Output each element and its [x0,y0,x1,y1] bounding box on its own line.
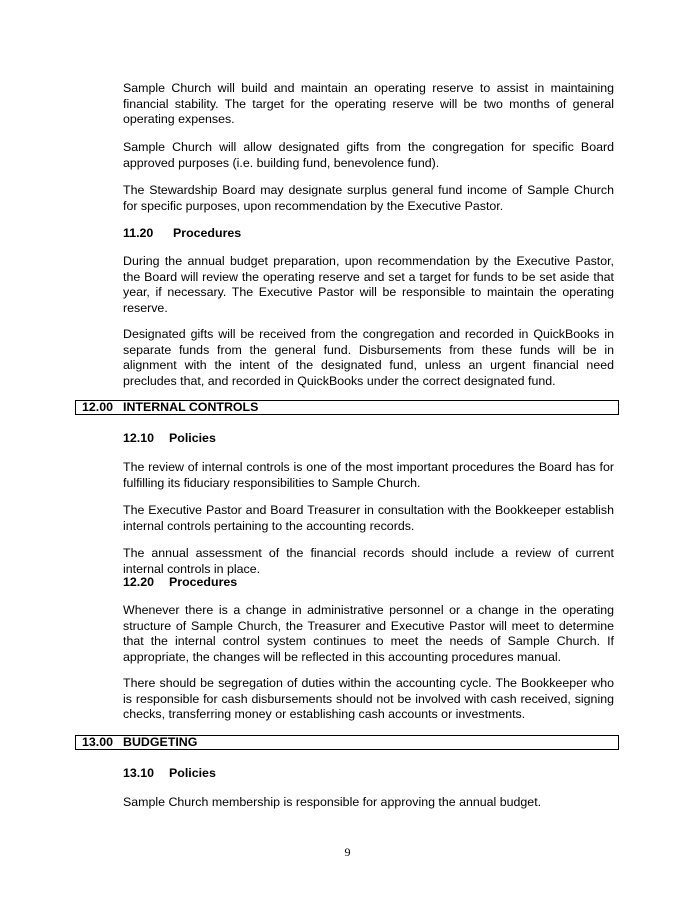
reserve-paragraph: Sample Church will build and maintain an operating reserve to assist in maintaining financial stability. The target for the operating reserve will be two months of general operating expenses. [123,81,614,126]
subsection-number: 13.10 [123,766,155,780]
personnel-change-block [123,603,614,665]
segregation-of-duties-paragraph: There should be segregation of duties within the accounting cycle. The Bookkeeper who is responsible for cash disbursements should not be involved with cash received, signing checks, transferring money or establishing cash accounts or investments. [123,676,614,721]
subsection-title: Procedures [169,575,238,589]
subsection-12-10-heading [123,431,614,447]
subsection-12-20-heading [123,575,614,591]
internal-controls-review-block [123,460,614,491]
subsection-number: 11.20 [123,226,154,240]
designated-gifts-paragraph-block [123,140,614,171]
executive-pastor-controls-paragraph: The Executive Pastor and Board Treasurer in consultation with the Bookkeeper establish internal controls pertaining to the accounting records. [123,503,614,533]
section-title: BUDGETING [123,735,198,749]
internal-controls-review-paragraph: The review of internal controls is one of the most important procedures the Board has for fulfilling its fiduciary responsibilities to Sample Church. [123,460,614,490]
section-title: INTERNAL CONTROLS [123,400,259,414]
subsection-11-20-heading [123,226,614,242]
budget-prep-paragraph-block [123,254,614,316]
section-number: 12.00 [82,400,114,414]
budget-prep-paragraph: During the annual budget preparation, upon recommendation by the Executive Pastor, the Board will review the operating reserve and set a target for funds to be set aside that year, if necessary. The Executive Pastor will be responsible to maintain the operating reserve. [123,254,614,315]
designated-gifts-procedure-paragraph: Designated gifts will be received from the congregation and recorded in QuickBooks in separate funds from the general fund. Disbursements from these funds will be in alignment with the intent of the designated fund, unless an urgent financial need precludes that, and recorded in QuickBooks under the correct designated fund. [123,327,614,388]
budget-approval-block [123,795,614,811]
designated-gifts-paragraph: Sample Church will allow designated gifts from the congregation for specific Board approved purposes (i.e. building fund, benevolence fund). [123,140,614,170]
section-12-header-bar [75,400,619,415]
segregation-of-duties-block [123,676,614,723]
budget-approval-paragraph: Sample Church membership is responsible for approving the annual budget. [123,795,542,809]
executive-pastor-controls-block [123,503,614,534]
page-number: 9 [344,845,351,859]
section-13-header-bar [75,735,619,750]
annual-assessment-paragraph: The annual assessment of the financial records should include a review of current internal controls in place. [123,546,614,576]
reserve-paragraph-block [123,81,614,128]
subsection-number: 12.10 [123,431,155,445]
surplus-paragraph: The Stewardship Board may designate surplus general fund income of Sample Church for specific purposes, upon recommendation by the Executive Pastor. [123,183,614,213]
subsection-13-10-heading [123,766,614,782]
annual-assessment-block [123,546,614,577]
surplus-paragraph-block [123,183,614,214]
subsection-title: Policies [169,766,216,780]
section-number: 13.00 [82,735,114,749]
designated-gifts-procedure-block [123,327,614,389]
subsection-number: 12.20 [123,575,155,589]
personnel-change-paragraph: Whenever there is a change in administrative personnel or a change in the operating structure of Sample Church, the Treasurer and Executive Pastor will meet to determine that the internal control system continues to meet the needs of Sample Church. If appropriate, the changes will be reflected in this accounting procedures manual. [123,603,614,664]
subsection-title: Policies [169,431,216,445]
subsection-title: Procedures [173,226,242,240]
